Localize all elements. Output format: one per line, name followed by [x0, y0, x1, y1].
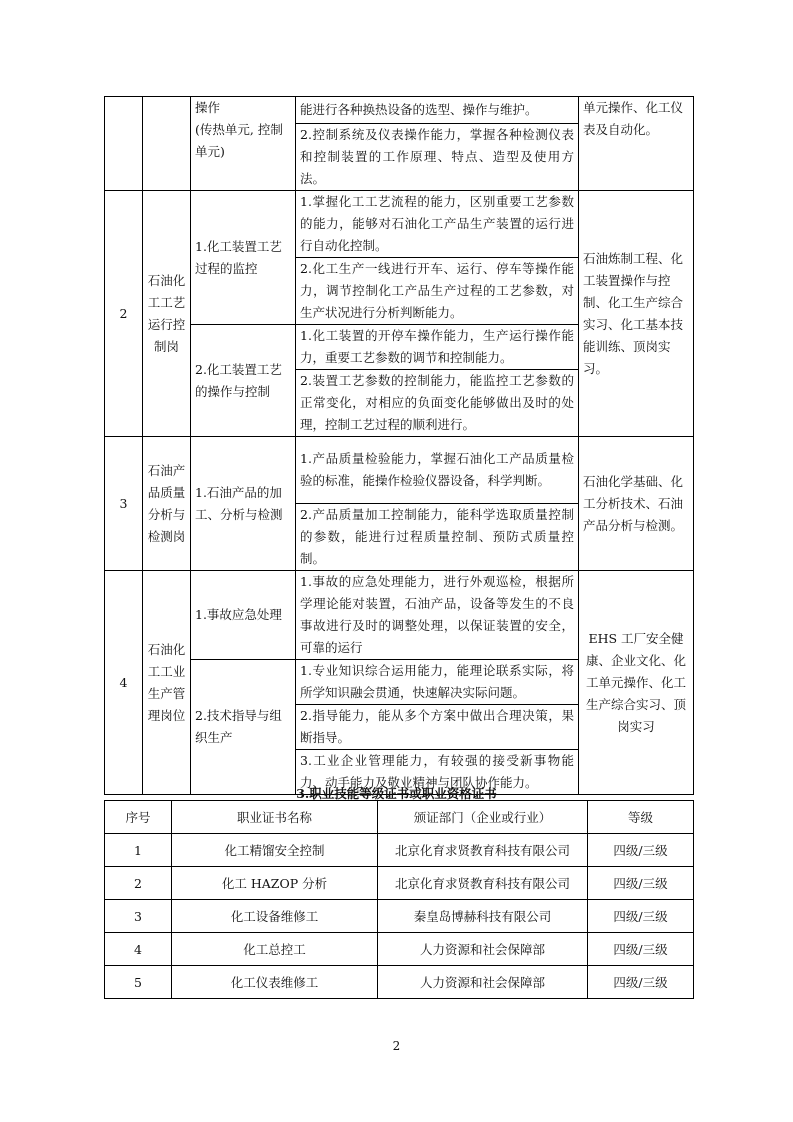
table-header-row — [105, 801, 694, 834]
cell: 四级/三级 — [588, 966, 694, 999]
table-row — [105, 933, 694, 966]
page-number: 2 — [392, 1039, 401, 1053]
cell: 秦皇岛博赫科技有限公司 — [378, 900, 588, 933]
competency-table — [104, 96, 694, 795]
certificate-table — [104, 800, 694, 999]
skill-cell: 能进行各种换热设备的选型、操作与维护。 — [296, 97, 579, 124]
table-row — [105, 867, 694, 900]
skill-cell: 1.掌握化工工艺流程的能力，区别重要工艺参数的能力，能够对石油化工产品生产装置的运行进行自动化控制。 — [296, 191, 579, 258]
cell: 化工精馏安全控制 — [172, 834, 378, 867]
skill-cell: 1.化工装置的开停车操作能力，生产运行操作能力，重要工艺参数的调节和控制能力。 — [296, 325, 579, 370]
table-row — [105, 966, 694, 999]
post-cell: 石油产品质量分析与检测岗 — [143, 437, 191, 571]
cell: 人力资源和社会保障部 — [378, 933, 588, 966]
cell: 化工设备维修工 — [172, 900, 378, 933]
task-cell: 2.技术指导与组织生产 — [191, 660, 296, 795]
skill-cell: 1.专业知识综合运用能力，能理论联系实际，将所学知识融会贯通，快速解决实际问题。 — [296, 660, 579, 705]
header-cell: 序号 — [105, 801, 172, 834]
skill-cell: 2.控制系统及仪表操作能力，掌握各种检测仪表和控制装置的工作原理、特点、造型及使用方法。 — [296, 124, 579, 191]
task-cell: 1.事故应急处理 — [191, 571, 296, 660]
seq-cell-empty — [105, 97, 143, 191]
cell: 5 — [105, 966, 172, 999]
header-cell: 等级 — [588, 801, 694, 834]
cell: 化工 HAZOP 分析 — [172, 867, 378, 900]
seq-cell: 3 — [105, 437, 143, 571]
cell: 北京化育求贤教育科技有限公司 — [378, 867, 588, 900]
cell: 化工仪表维修工 — [172, 966, 378, 999]
course-cell: 石油炼制工程、化工装置操作与控制、化工生产综合实习、化工基本技能训练、顶岗实习。 — [579, 191, 694, 437]
table-row — [105, 834, 694, 867]
task-cell: 操作 (传热单元, 控制单元) — [191, 97, 296, 191]
task-cell: 1.化工装置工艺过程的监控 — [191, 191, 296, 325]
cell: 3 — [105, 900, 172, 933]
cell: 四级/三级 — [588, 867, 694, 900]
cell: 四级/三级 — [588, 900, 694, 933]
seq-cell: 4 — [105, 571, 143, 795]
skill-cell: 2.化工生产一线进行开车、运行、停车等操作能力，调节控制化工产品生产过程的工艺参数，对生产状况进行分析判断能力。 — [296, 258, 579, 325]
course-cell: 石油化学基础、化工分析技术、石油产品分析与检测。 — [579, 437, 694, 571]
cell: 四级/三级 — [588, 933, 694, 966]
post-cell: 石油化工工艺运行控制岗 — [143, 191, 191, 437]
cell: 四级/三级 — [588, 834, 694, 867]
skill-cell: 2.指导能力，能从多个方案中做出合理决策，果断指导。 — [296, 705, 579, 750]
skill-cell: 1.事故的应急处理能力，进行外观巡检，根据所学理论能对装置，石油产品，设备等发生的不良事故进行及时的调整处理，以保证装置的安全，可靠的运行 — [296, 571, 579, 660]
table-row — [105, 900, 694, 933]
course-cell: EHS 工厂安全健康、企业文化、化工单元操作、化工生产综合实习、顶岗实习 — [579, 571, 694, 795]
task-cell: 1.石油产品的加工、分析与检测 — [191, 437, 296, 571]
cell: 化工总控工 — [172, 933, 378, 966]
cell: 人力资源和社会保障部 — [378, 966, 588, 999]
seq-cell: 2 — [105, 191, 143, 437]
cell: 2 — [105, 867, 172, 900]
skill-cell: 1.产品质量检验能力，掌握石油化工产品质量检验的标准，能操作检验仪器设备，科学判断。 — [296, 437, 579, 504]
post-cell-empty — [143, 97, 191, 191]
skill-cell: 3.工业企业管理能力，有较强的接受新事物能力、动手能力及敬业精神与团队协作能力。 — [296, 750, 579, 795]
cell: 北京化育求贤教育科技有限公司 — [378, 834, 588, 867]
skill-cell: 2.产品质量加工控制能力，能科学选取质量控制的参数，能进行过程质量控制、预防式质量控制。 — [296, 504, 579, 571]
section-title: 3.职业技能等级证书或职业资格证书 — [296, 786, 497, 801]
skill-cell: 2.装置工艺参数的控制能力，能监控工艺参数的正常变化，对相应的负面变化能够做出及时的处理，控制工艺过程的顺利进行。 — [296, 370, 579, 437]
header-cell: 颁证部门（企业或行业） — [378, 801, 588, 834]
cell: 1 — [105, 834, 172, 867]
course-cell: 单元操作、化工仪表及自动化。 — [579, 97, 694, 191]
post-cell: 石油化工工业生产管理岗位 — [143, 571, 191, 795]
cell: 4 — [105, 933, 172, 966]
header-cell: 职业证书名称 — [172, 801, 378, 834]
task-cell: 2.化工装置工艺的操作与控制 — [191, 325, 296, 437]
